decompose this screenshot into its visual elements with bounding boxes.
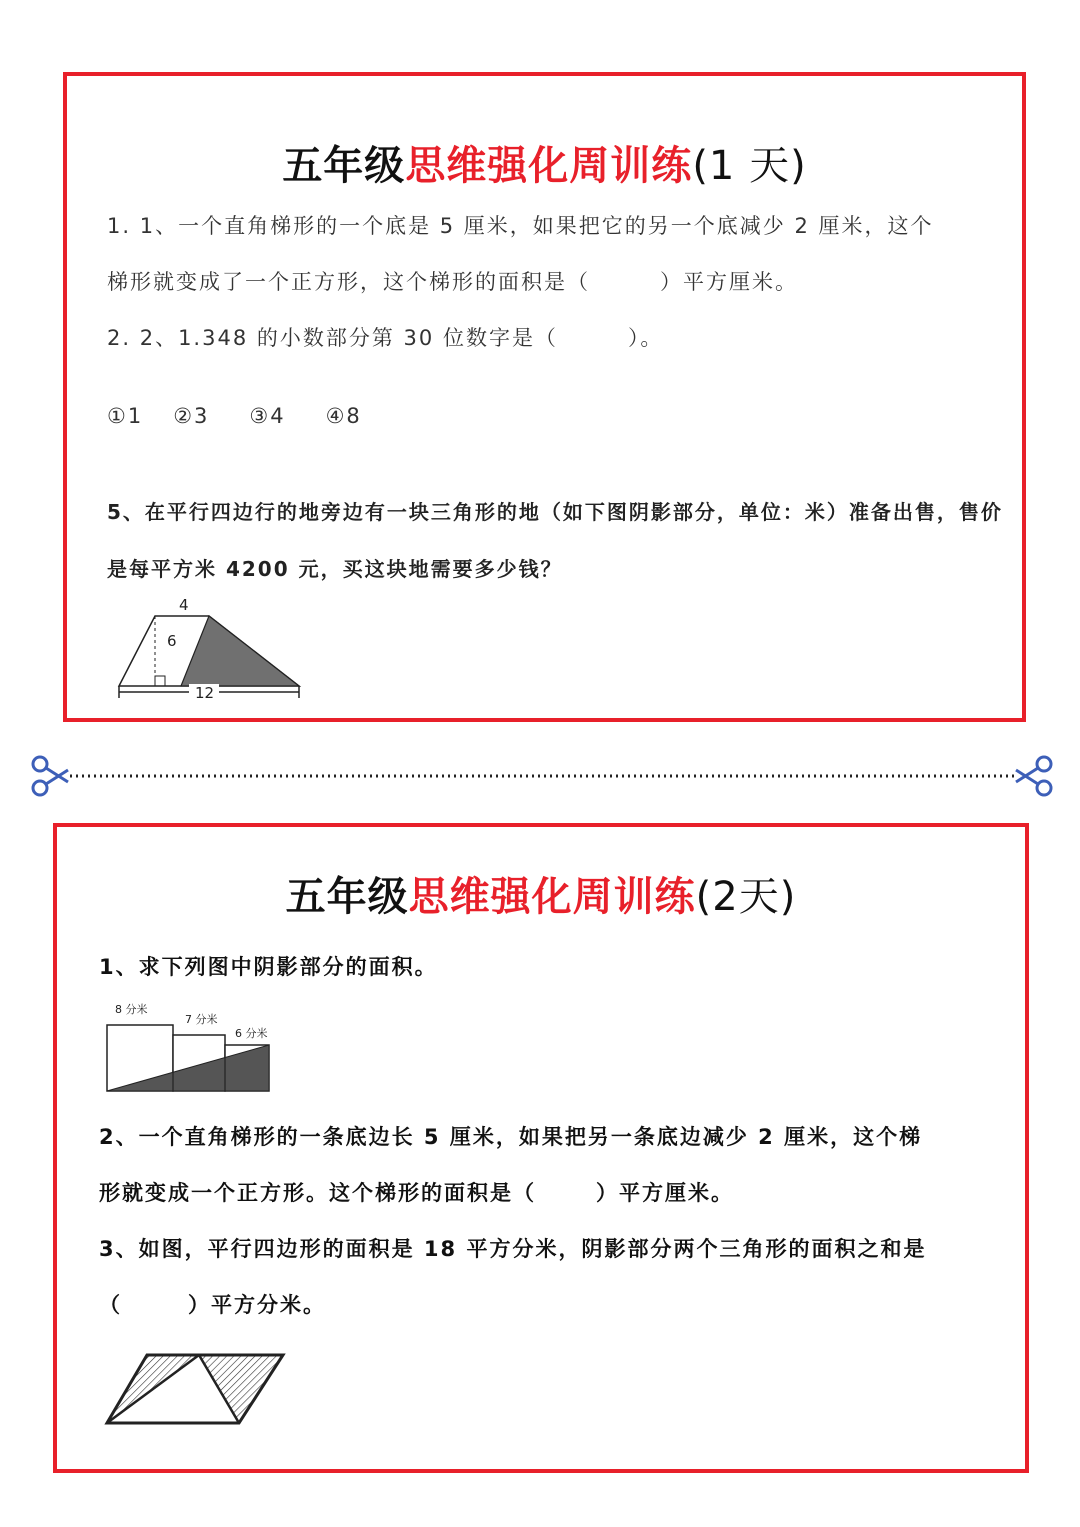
day1-q5-line1: 5、在平行四边行的地旁边有一块三角形的地（如下图阴影部分，单位：米）准备出售，售价 — [107, 500, 1003, 524]
cut-line — [28, 752, 1056, 802]
option-1: ①1 — [107, 404, 144, 428]
right-angle-mark — [155, 676, 165, 686]
day1-q5-line2: 是每平方米 4200 元，买这块地需要多少钱？ — [107, 557, 563, 581]
day1-q1-line1: 1. 1、一个直角梯形的一个底是 5 厘米，如果把它的另一个底减少 2 厘米，这个 — [107, 214, 934, 238]
day2-q3-line2: （ ）平方分米。 — [99, 1293, 326, 1317]
day2-q3-line1: 3、如图，平行四边形的面积是 18 平方分米，阴影部分两个三角形的面积之和是 — [99, 1237, 927, 1261]
day2-q1: 1、求下列图中阴影部分的面积。 — [99, 955, 438, 979]
option-4: ④8 — [325, 404, 362, 428]
label-8dm: 8 分米 — [115, 1003, 148, 1016]
label-base: 12 — [195, 684, 215, 702]
option-2: ②3 — [173, 404, 210, 428]
day2-card — [53, 823, 1029, 1473]
scissors-icon-right — [1016, 757, 1051, 795]
label-top: 4 — [179, 596, 189, 614]
day1-trapezoid-figure — [111, 594, 321, 704]
day1-q1-line2: 梯形就变成了一个正方形，这个梯形的面积是（ ）平方厘米。 — [107, 270, 798, 294]
day1-title: 五年级思维强化周训练(1 天) — [282, 143, 807, 189]
day2-q2-line1: 2、一个直角梯形的一条底边长 5 厘米，如果把另一条底边减少 2 厘米，这个梯 — [99, 1125, 923, 1149]
shaded-triangle-right — [199, 1355, 283, 1423]
day2-title: 五年级思维强化周训练(2天) — [285, 874, 797, 920]
shaded-triangle — [181, 616, 299, 686]
day1-card — [63, 72, 1026, 722]
day2-q2-line2: 形就变成一个正方形。这个梯形的面积是（ ）平方厘米。 — [99, 1181, 734, 1205]
label-7dm: 7 分米 — [185, 1013, 218, 1026]
day1-q2: 2. 2、1.348 的小数部分第 30 位数字是（ ）。 — [107, 326, 664, 350]
day2-rectangles-figure — [103, 999, 293, 1099]
day2-parallelogram-figure — [101, 1347, 301, 1437]
day1-options — [107, 404, 362, 428]
label-6dm: 6 分米 — [235, 1027, 268, 1040]
option-3: ③4 — [249, 404, 286, 428]
label-height: 6 — [167, 632, 177, 650]
scissors-icon-left — [33, 757, 68, 795]
